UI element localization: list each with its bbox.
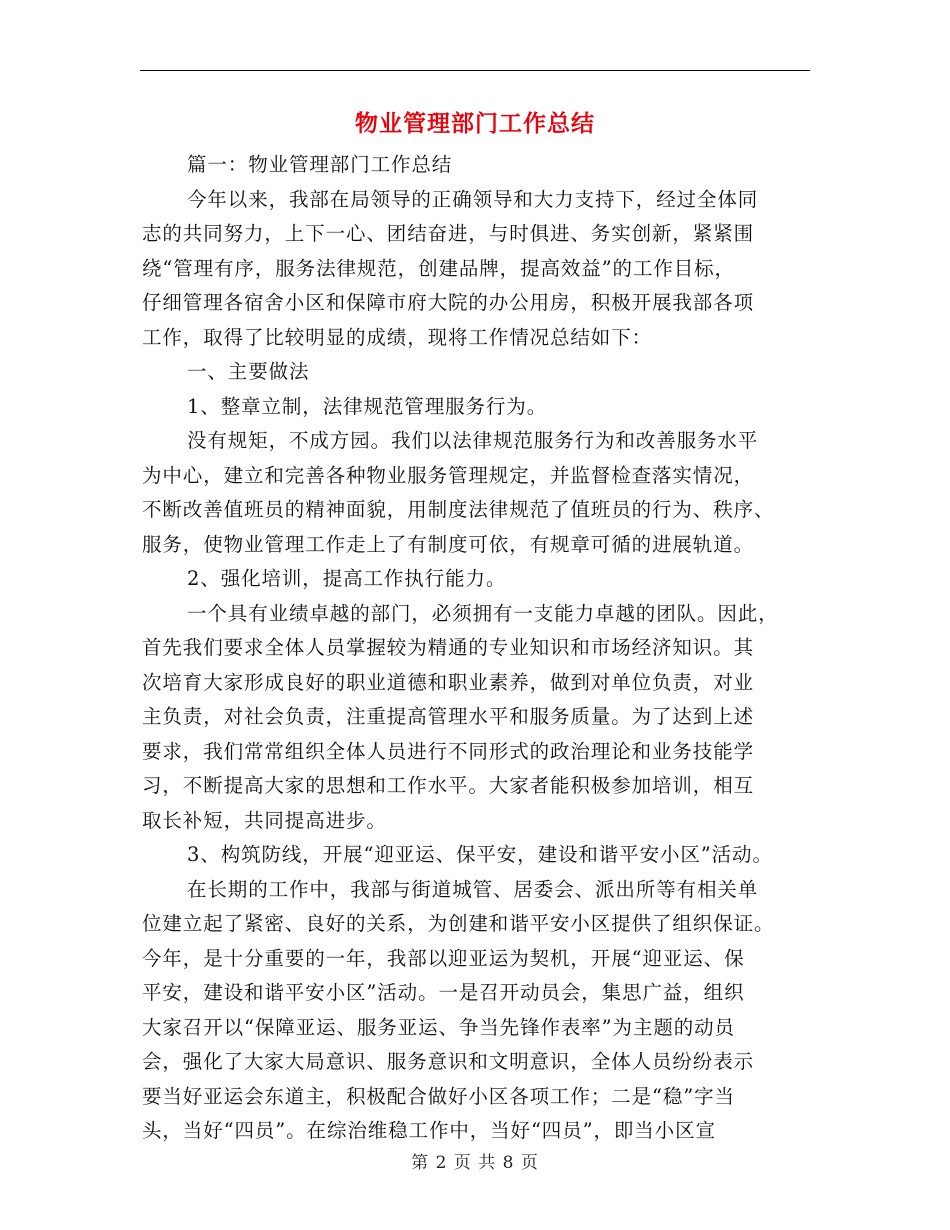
document-title: 物业管理部门工作总结 xyxy=(355,110,595,137)
paragraph-line: 不断改善值班员的精神面貌，用制度法律规范了值班员的行为、秩序、 xyxy=(142,498,775,521)
paragraph-line: 位建立起了紧密、良好的关系，为创建和谐平安小区提供了组织保证。 xyxy=(142,912,775,935)
page-footer: 第 2 页 共 8 页 xyxy=(411,1153,539,1173)
subsection-heading: 2、强化培训，提高工作执行能力。 xyxy=(187,567,507,590)
paragraph-line: 在长期的工作中，我部与街道城管、居委会、派出所等有相关单 xyxy=(187,877,759,901)
paragraph-line: 服务，使物业管理工作走上了有制度可依，有规章可循的进展轨道。 xyxy=(142,532,755,556)
paragraph-line: 志的共同努力，上下一心、团结奋进，与时俱进、务实创新，紧紧围 xyxy=(142,222,755,245)
section-heading: 一、主要做法 xyxy=(187,360,310,383)
paragraph-line: 今年以来，我部在局领导的正确领导和大力支持下，经过全体同 xyxy=(187,187,759,211)
paragraph-line: 主负责，对社会负责，注重提高管理水平和服务质量。为了达到上述 xyxy=(142,705,755,728)
paragraph-line: 头，当好“四员”。在综治维稳工作中，当好“四员”，即当小区宣 xyxy=(142,1119,716,1142)
paragraph-line: 平安，建设和谐平安小区”活动。一是召开动员会，集思广益，组织 xyxy=(142,981,745,1004)
paragraph-line: 习，不断提高大家的思想和工作水平。大家者能积极参加培训，相互 xyxy=(142,774,755,797)
paragraph-line: 大家召开以“保障亚运、服务亚运、争当先锋作表率”为主题的动员 xyxy=(142,1015,735,1039)
paragraph-line: 工作，取得了比较明显的成绩，现将工作情况总结如下： xyxy=(142,325,653,349)
paragraph-line: 仔细管理各宿舍小区和保障市府大院的办公用房，积极开展我部各项 xyxy=(142,291,755,314)
paragraph-line: 一个具有业绩卓越的部门，必须拥有一支能力卓越的团队。因此， xyxy=(187,601,779,625)
paragraph-line: 为中心，建立和完善各种物业服务管理规定，并监督检查落实情况， xyxy=(142,463,755,487)
paragraph-line: 次培育大家形成良好的职业道德和职业素养，做到对单位负责，对业 xyxy=(142,670,755,694)
paragraph-line: 取长补短，共同提高进步。 xyxy=(142,808,387,832)
paragraph-line: 会，强化了大家大局意识、服务意识和文明意识，全体人员纷纷表示 xyxy=(142,1050,755,1073)
paragraph-line: 要当好亚运会东道主，积极配合做好小区各项工作；二是“稳”字当 xyxy=(142,1084,735,1108)
paragraph-line: 首先我们要求全体人员掌握较为精通的专业知识和市场经济知识。其 xyxy=(142,636,755,659)
subsection-heading: 1、整章立制，法律规范管理服务行为。 xyxy=(187,394,548,418)
section-heading: 篇一：物业管理部门工作总结 xyxy=(187,153,453,176)
paragraph-line: 今年，是十分重要的一年，我部以迎亚运为契机，开展“迎亚运、保 xyxy=(142,946,745,970)
subsection-heading: 3、构筑防线，开展“迎亚运、保平安，建设和谐平安小区”活动。 xyxy=(187,843,773,866)
top-rule xyxy=(140,70,810,71)
paragraph-line: 绕“管理有序，服务法律规范，创建品牌，提高效益”的工作目标， xyxy=(142,256,735,280)
document-body xyxy=(142,148,832,1149)
paragraph-line: 没有规矩，不成方园。我们以法律规范服务行为和改善服务水平 xyxy=(187,429,759,452)
paragraph-line: 要求，我们常常组织全体人员进行不同形式的政治理论和业务技能学 xyxy=(142,739,755,763)
